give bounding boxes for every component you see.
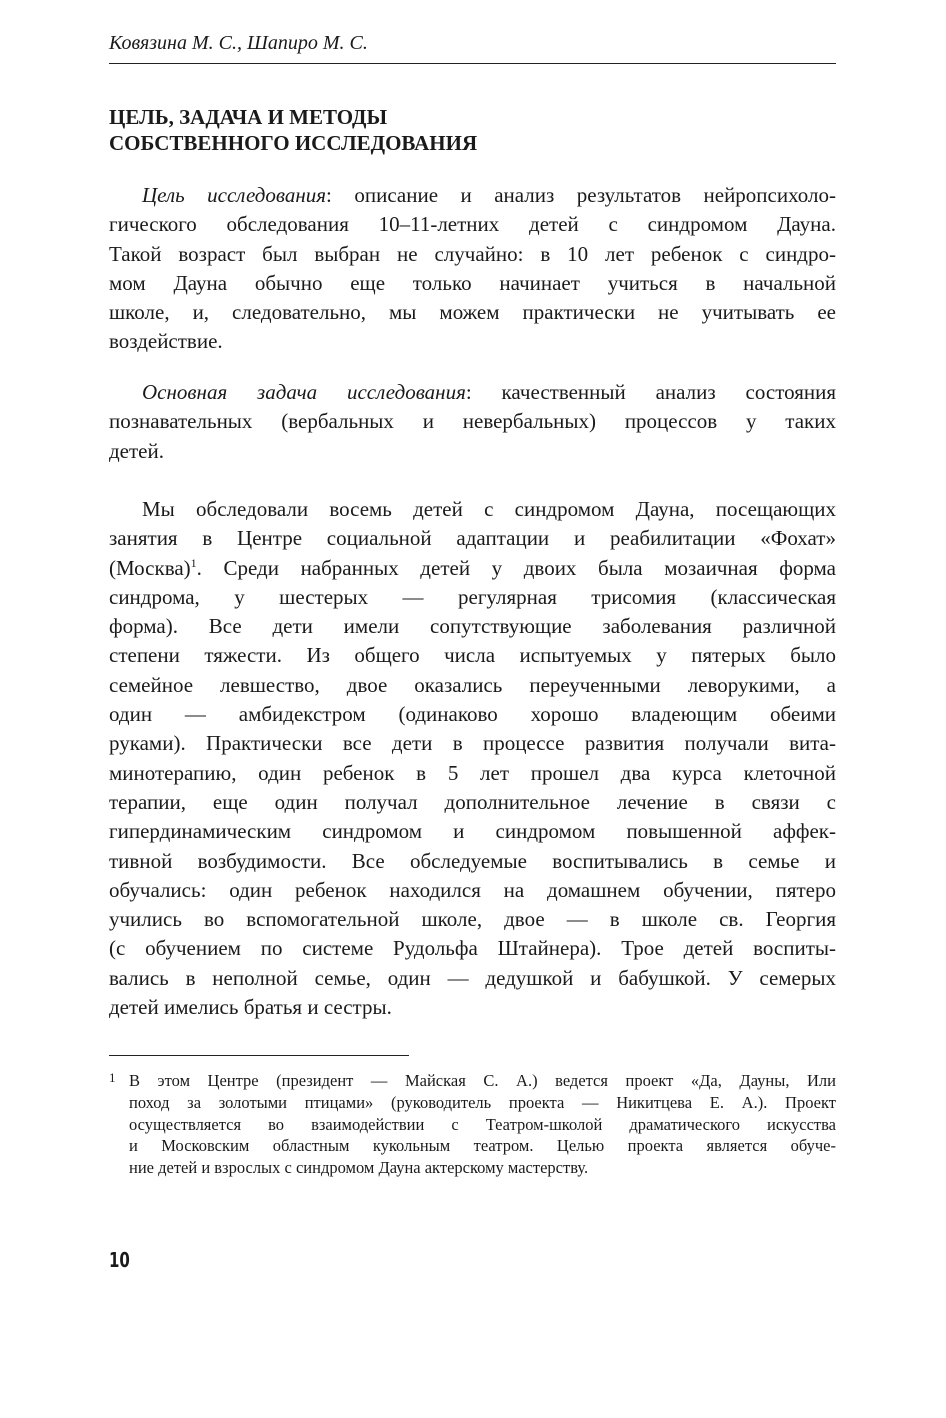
paragraph-line: познавательных (вербальных и невербальных) процессов у таких bbox=[109, 409, 836, 434]
header-rule bbox=[109, 63, 836, 64]
paragraph-line: учились во вспомогательной школе, двое — в школе св. Георгия bbox=[109, 907, 836, 932]
paragraph-task bbox=[109, 378, 836, 466]
paragraph-line: детей. bbox=[109, 438, 164, 463]
paragraph-line: Такой возраст был выбран не случайно: в 10 лет ребенок с синдро- bbox=[109, 241, 836, 266]
paragraph-line: вались в неполной семье, один — дедушкой и бабушкой. У семерых bbox=[109, 965, 836, 990]
paragraph-line: минотерапию, один ребенок в 5 лет прошел два курса клеточной bbox=[109, 760, 836, 785]
section-title bbox=[109, 104, 477, 156]
paragraph-line: (Москва)$^1$. Среди набранных детей у двоих была мозаичная форма bbox=[109, 555, 836, 580]
paragraph-line: школе, и, следовательно, мы можем практически не учитывать ее bbox=[109, 300, 836, 325]
footnote-reference: 1 bbox=[190, 555, 197, 570]
paragraph-line: Цель исследования: описание и анализ результатов нейропсихоло- bbox=[142, 183, 836, 207]
paragraph-line: Мы обследовали восемь детей с синдромом Дауна, посещающих bbox=[142, 497, 836, 521]
footnote-line: В этом Центре (президент — Майская С. А.) ведется проект «Да, Дауны, Или bbox=[129, 1071, 836, 1090]
paragraph-line: степени тяжести. Из общего числа испытуемых у пятерых было bbox=[109, 643, 836, 668]
running-head: Ковязина М. С., Шапиро М. С. bbox=[109, 32, 368, 54]
footnote-line: осуществляется во взаимодействии с Театром-школой драматического искусства bbox=[129, 1114, 836, 1134]
paragraph-line: один — амбидекстром (одинаково хорошо владеющим обеими bbox=[109, 702, 836, 727]
paragraph-line: обучались: один ребенок находился на домашнем обучении, пятеро bbox=[109, 877, 836, 902]
paragraph-line: Основная задача исследования: качественный анализ состояния bbox=[142, 380, 836, 404]
paragraph-lead: Основная задача исследования bbox=[142, 380, 466, 404]
title-line: ЦЕЛЬ, ЗАДАЧА И МЕТОДЫ bbox=[109, 105, 388, 129]
footnote-rule bbox=[109, 1055, 409, 1056]
paragraph-line: руками). Практически все дети в процессе развития получали вита- bbox=[109, 731, 836, 756]
paragraph-line: семейное левшество, двое оказались переученными леворукими, а bbox=[109, 672, 836, 697]
footnote-mark: 1 bbox=[109, 1070, 116, 1085]
paragraph-line: мом Дауна обычно еще только начинает учиться в начальной bbox=[109, 270, 836, 295]
paragraph-lead: Цель исследования bbox=[142, 183, 327, 207]
paragraph-line: терапии, еще один получал дополнительное лечение в связи с bbox=[109, 789, 836, 814]
paragraph-line: (с обучением по системе Рудольфа Штайнера). Трое детей воспиты- bbox=[109, 936, 836, 961]
footnote-line: поход за золотыми птицами» (руководитель проекта — Никитцева Е. А.). Проект bbox=[129, 1092, 836, 1112]
paragraph-subjects bbox=[109, 495, 836, 1022]
paragraph-goal bbox=[109, 181, 836, 357]
paragraph-line: гипердинамическим синдромом и синдромом повышенной аффек- bbox=[109, 819, 836, 844]
page-number: 10 bbox=[109, 1248, 130, 1272]
footnote-line: и Московским областным кукольным театром. Целью проекта является обуче- bbox=[129, 1136, 836, 1156]
paragraph-line: занятия в Центре социальной адаптации и реабилитации «Фохат» bbox=[109, 526, 836, 551]
title-line: СОБСТВЕННОГО ИССЛЕДОВАНИЯ bbox=[109, 131, 478, 155]
paragraph-line: гического обследования 10–11-летних детей с синдромом Дауна. bbox=[109, 212, 836, 237]
paragraph-line: форма). Все дети имели сопутствующие заболевания различной bbox=[109, 614, 836, 639]
paragraph-line: детей имелись братья и сестры. bbox=[109, 995, 392, 1020]
paragraph-line: тивной возбудимости. Все обследуемые воспитывались в семье и bbox=[109, 848, 836, 873]
paragraph-line: воздействие. bbox=[109, 329, 223, 354]
footnote-line: ние детей и взрослых с синдромом Дауна актерскому мастерству. bbox=[129, 1158, 589, 1178]
paragraph-line: синдрома, у шестерых — регулярная трисомия (классическая bbox=[109, 584, 836, 609]
footnote bbox=[109, 1070, 836, 1179]
